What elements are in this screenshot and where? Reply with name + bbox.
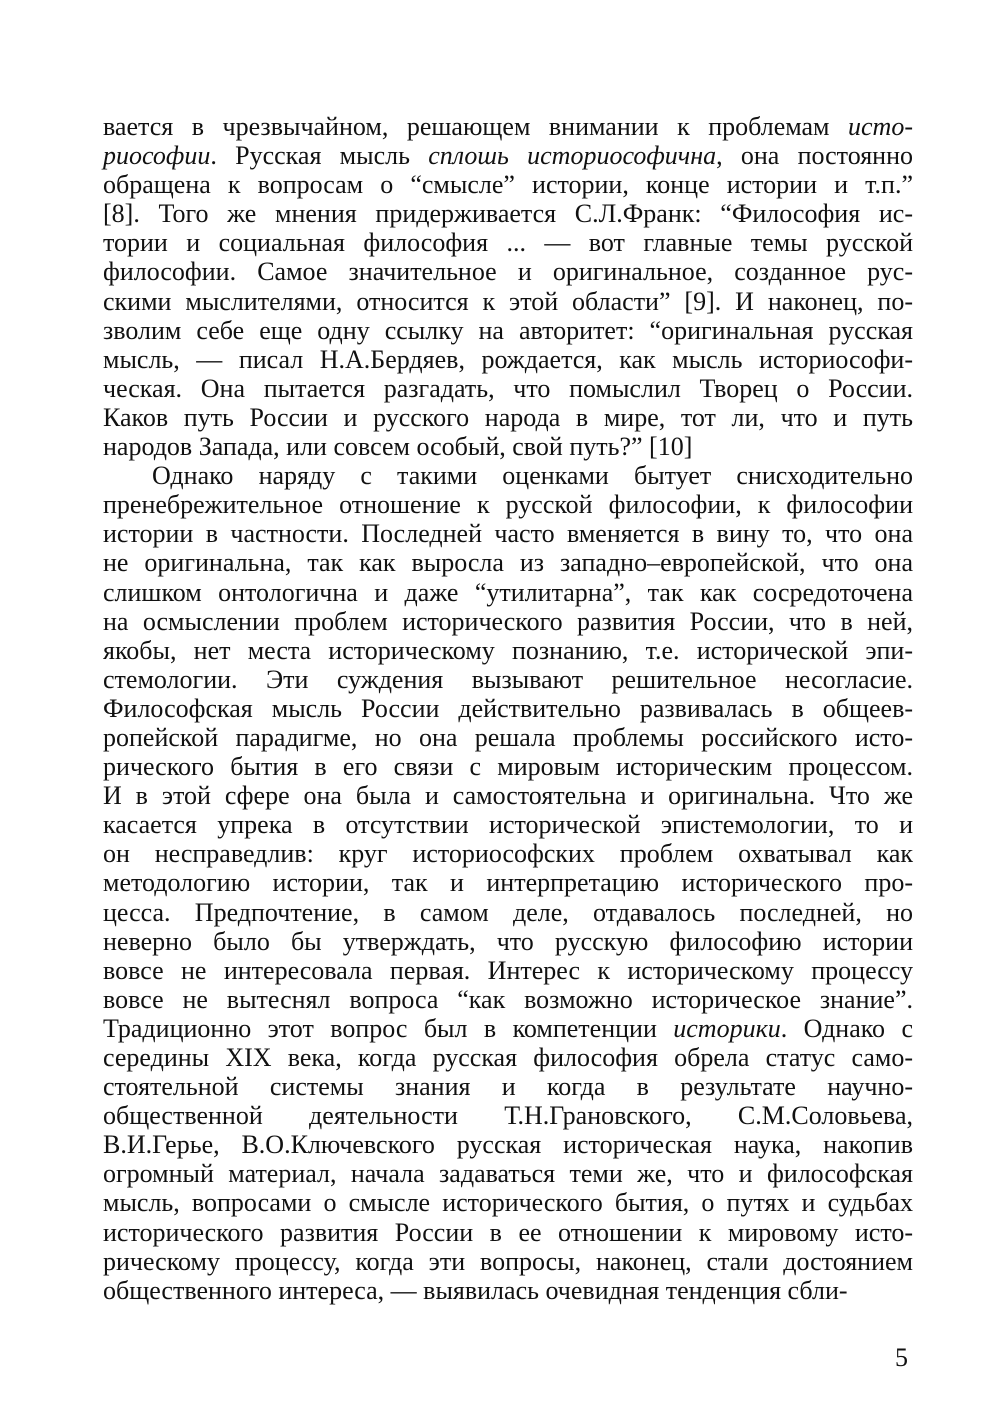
text-run: слишком онтологична и даже “утилитарна”, так как сосредоточена	[103, 577, 913, 607]
text-run: В.И.Герье, В.О.Ключевского русская историческая наука, накопив	[103, 1130, 913, 1160]
text-run: ческая. Она пытается разгадать, что помыслил Творец о России.	[103, 373, 913, 403]
text-line	[103, 898, 913, 927]
text-run: общественной деятельности Т.Н.Грановского, С.М.Соловьева,	[103, 1101, 913, 1131]
text-run: он несправедлив: круг историософских проблем охватывал как	[103, 839, 913, 869]
text-line	[103, 578, 913, 607]
text-line	[103, 199, 913, 228]
text-run: касается упрека в отсутствии исторической эпистемологии, то и	[103, 810, 913, 840]
text-run: . Русская мысль	[210, 141, 429, 171]
text-run: огромный материал, начала задаваться теми же, что и философская	[103, 1159, 913, 1189]
text-line	[103, 810, 913, 839]
text-run: стоятельной системы знания и когда в результате научно-	[103, 1072, 913, 1102]
text-run: якобы, нет места историческому познанию, т.е. исторической эпи-	[103, 635, 913, 665]
text-run: вается в чрезвычайном, решающем внимании к проблемам	[103, 112, 849, 141]
text-line	[103, 1276, 913, 1305]
text-run: Философская мысль России действительно развивалась в общеев-	[103, 693, 913, 723]
text-run: Каков путь России и русского народа в мире, тот ли, что и путь	[103, 402, 913, 432]
text-run: мысль, вопросами о смысле исторического бытия, о путях и судьбах	[103, 1188, 913, 1218]
text-run: пренебрежительное отношение к русской философии, к философии	[103, 490, 913, 520]
text-run: общественного интереса, — выявилась очевидная тенденция сбли-	[103, 1275, 848, 1305]
text-run: зволим себе еще одну ссылку на авторитет: “оригинальная русская	[103, 315, 913, 345]
text-line	[103, 461, 913, 490]
text-line	[103, 868, 913, 897]
italic-text-run: сплошь историософична	[428, 141, 717, 171]
text-run: обращена к вопросам о “смысле” истории, конце истории и т.п.”	[103, 170, 913, 200]
text-run: методологию истории, так и интерпретацию исторического про-	[103, 868, 913, 898]
text-line	[103, 403, 913, 432]
text-line	[103, 228, 913, 257]
text-run: мысль, — писал Н.А.Бердяев, рождается, как мысль историософи-	[103, 344, 913, 374]
text-line	[103, 112, 913, 141]
text-line	[103, 141, 913, 170]
text-line	[103, 723, 913, 752]
text-run: истории в частности. Последней часто вменяется в вину то, что она	[103, 519, 913, 549]
text-run: середины XIX века, когда русская философия обрела статус само-	[103, 1043, 913, 1072]
text-run: , она постоянно	[716, 141, 913, 171]
text-line	[103, 1130, 913, 1159]
text-line	[103, 1188, 913, 1217]
text-run: тории и социальная философия ... — вот главные темы русской	[103, 228, 913, 258]
text-line	[103, 374, 913, 403]
paragraph-2	[103, 461, 913, 1305]
text-run: рическому процессу, когда эти вопросы, наконец, стали достоянием	[103, 1246, 913, 1276]
italic-text-run: риософии	[103, 141, 211, 171]
text-line	[103, 927, 913, 956]
text-line	[103, 781, 913, 810]
text-line	[103, 345, 913, 374]
text-run: народов Запада, или совсем особый, свой путь?” [10]	[103, 432, 693, 462]
text-line	[103, 316, 913, 345]
text-line	[103, 839, 913, 868]
text-run: [8]. Того же мнения придерживается С.Л.Франк: “Философия ис-	[103, 199, 913, 229]
text-run: Однако наряду с такими оценками бытует снисходительно	[152, 461, 913, 491]
text-run: скими мыслителями, относится к этой области” [9]. И наконец, по-	[103, 286, 913, 316]
text-run: философии. Самое значительное и оригинальное, созданное рус-	[103, 257, 913, 287]
text-line	[103, 607, 913, 636]
text-run: вовсе не интересовала первая. Интерес к историческому процессу	[103, 955, 913, 985]
text-run: ропейской парадигме, но она решала проблемы российского исто-	[103, 722, 913, 752]
text-run: Традиционно этот вопрос был в компетенции	[103, 1013, 674, 1043]
text-line	[103, 1101, 913, 1130]
text-line	[103, 548, 913, 577]
text-line	[103, 1043, 913, 1072]
text-run: неверно было бы утверждать, что русскую философию истории	[103, 926, 913, 956]
text-line	[103, 1072, 913, 1101]
text-line	[103, 1014, 913, 1043]
text-run: рического бытия в его связи с мировым историческим процессом.	[103, 752, 913, 782]
italic-text-run: исто-	[848, 112, 913, 141]
text-line	[103, 170, 913, 199]
text-run: не оригинальна, так как выросла из западно–европейской, что она	[103, 548, 913, 578]
text-run: на осмыслении проблем исторического развития России, что в ней,	[103, 606, 913, 636]
text-line	[103, 665, 913, 694]
text-line	[103, 752, 913, 781]
text-line	[103, 1159, 913, 1188]
text-line	[103, 490, 913, 519]
italic-text-run: историки	[673, 1013, 781, 1043]
page-number: 5	[895, 1343, 908, 1372]
text-run: цесса. Предпочтение, в самом деле, отдавалось последней, но	[103, 897, 913, 927]
text-run: И в этой сфере она была и самостоятельна и оригинальна. Что же	[103, 781, 913, 811]
text-run: стемологии. Эти суждения вызывают решительное несогласие.	[103, 664, 913, 694]
text-line	[103, 287, 913, 316]
page-body	[103, 112, 913, 1305]
paragraph-1	[103, 112, 913, 461]
text-line	[103, 985, 913, 1014]
text-run: вовсе не вытеснял вопроса “как возможно историческое знание”.	[103, 984, 913, 1014]
text-line	[103, 519, 913, 548]
text-line	[103, 1218, 913, 1247]
text-line	[103, 636, 913, 665]
text-line	[103, 1247, 913, 1276]
text-line	[103, 257, 913, 286]
text-line	[103, 694, 913, 723]
text-run: . Однако с	[780, 1013, 913, 1043]
text-line	[103, 956, 913, 985]
text-line	[103, 432, 913, 461]
text-run: исторического развития России в ее отношении к мировому исто-	[103, 1217, 913, 1247]
